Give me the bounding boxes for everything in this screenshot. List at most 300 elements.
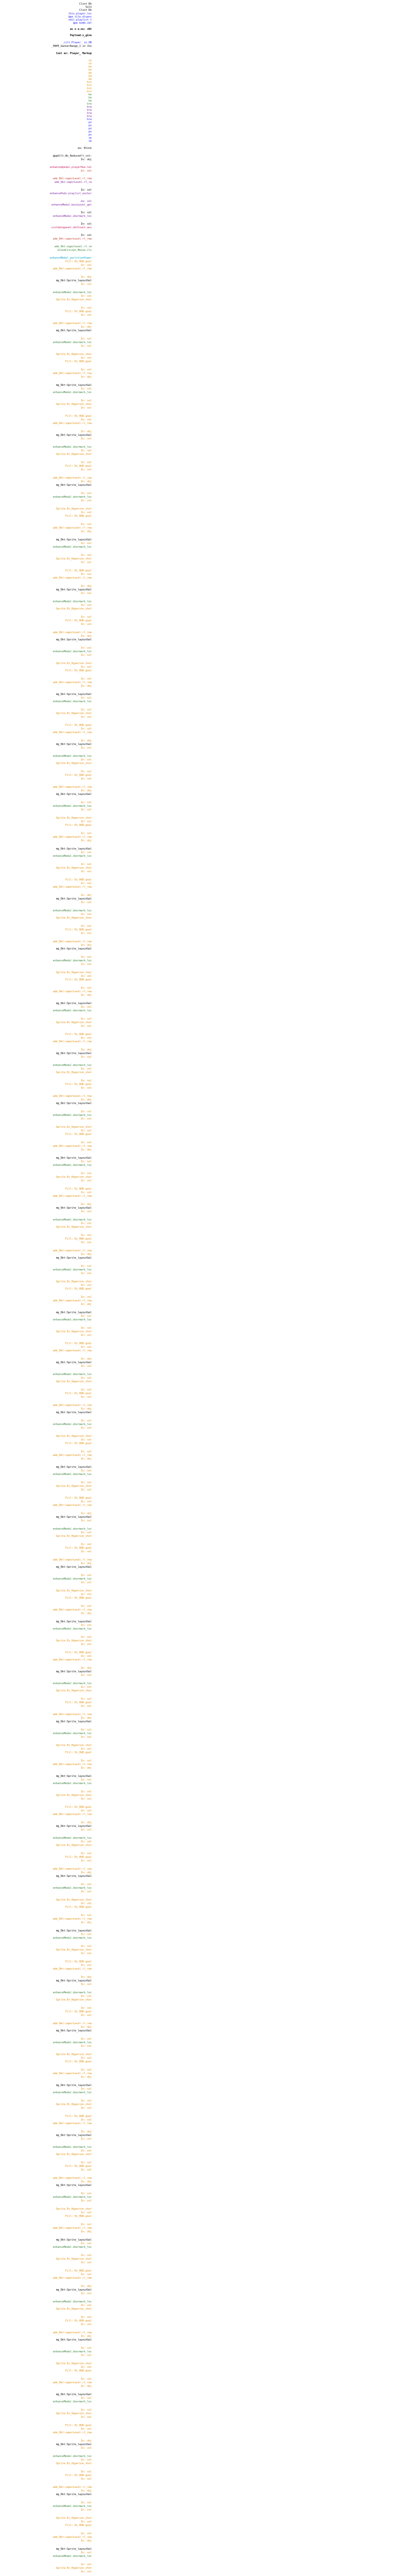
code-block-line: enhanceMedal.bossLevel_gel bbox=[51, 204, 92, 207]
code-tail-line: In: cel bbox=[80, 1346, 92, 1349]
code-tail-line: In: cel bbox=[80, 1234, 92, 1237]
code-tail-line: mg_Dkt:Sprite_layoutGel bbox=[56, 2029, 92, 2032]
code-tail-line: mg_Dkt:Sprite_layoutGel bbox=[56, 1929, 92, 1933]
code-tail-line: mg_Dkt:Sprite_layoutGel bbox=[56, 1311, 92, 1314]
code-tail-line: ade_Dkt:vaporLevel.rl_rew bbox=[53, 631, 92, 634]
code-tail-line: In: cel bbox=[80, 604, 92, 607]
code-tail-line: enhanceMedal.doormark_loc bbox=[53, 446, 92, 449]
section-heading: Payload.s_give bbox=[70, 34, 92, 37]
code-tail-line: In: cel bbox=[80, 1191, 92, 1194]
code-tail-line: enhanceMedal.doormark_loc bbox=[53, 1318, 92, 1321]
code-tail-line: mg_Dkt:Sprite_layoutGel bbox=[56, 279, 92, 282]
code-tail-line: In: cel bbox=[80, 1110, 92, 1113]
code-tail-line: In: obj bbox=[80, 1253, 92, 1256]
code-tail-line: mg_Dkt:Sprite_layoutGel bbox=[56, 2338, 92, 2342]
short-line: be bbox=[88, 96, 92, 99]
code-tail-line: In: cel bbox=[80, 1500, 92, 1503]
code-tail-line: Sprite.Ex_Hyperion_shot bbox=[56, 1998, 92, 2002]
code-tail-line: In: cel bbox=[80, 2057, 92, 2060]
code-tail-line: Sprite.Ex_Hyperion_shot bbox=[56, 971, 92, 974]
code-tail-line: In: cel bbox=[80, 523, 92, 526]
code-tail-line: enhanceMedal.doormark_loc bbox=[53, 1782, 92, 1785]
code-tail-line: Fill: Ex_HUD.goal bbox=[65, 2269, 92, 2273]
code-tail-line: In: cel bbox=[80, 932, 92, 935]
code-tail-line: In: cel bbox=[80, 1365, 92, 1368]
code-tail-line: ade_Dkt:vaporLevel.rl_rew bbox=[53, 1658, 92, 1662]
code-tail-line: In: cel bbox=[80, 1964, 92, 1967]
short-line: sh bbox=[88, 59, 92, 62]
code-tail-line: Fill: Ex_HUD.goal bbox=[65, 1033, 92, 1036]
code-tail-line: Fill: Ex_HUD.goal bbox=[65, 1906, 92, 1909]
code-tail-line: Fill: Ex_HUD.goal bbox=[65, 415, 92, 418]
code-tail-line: Sprite.Ex_Hyperion_shot bbox=[56, 2412, 92, 2415]
code-tail-line: Sprite.Ex_Hyperion_shot bbox=[56, 1589, 92, 1592]
code-tail-line: enhanceMedal.doormark_loc bbox=[53, 1164, 92, 1167]
code-tail-line: In: cel bbox=[80, 1087, 92, 1090]
code-tail-line: Fill: Ex_HUD.goal bbox=[65, 1392, 92, 1395]
code-tail-line: In: obj bbox=[80, 276, 92, 279]
code-tail-line: In: cel bbox=[80, 832, 92, 835]
code-tail-line: ade_Dkt:vaporLevel.rl_rew bbox=[53, 2122, 92, 2125]
code-tail-line: mg_Dkt:Sprite_layoutGel bbox=[56, 2493, 92, 2496]
short-line: bro bbox=[87, 87, 92, 90]
code-tail-line: In: cel bbox=[80, 716, 92, 719]
code-tail-line: ade_Dkt:vaporLevel.rl_rew bbox=[53, 1763, 92, 1766]
code-tail-line: In: cel bbox=[80, 492, 92, 495]
code-tail-line: mg_Dkt:Sprite_layoutGel bbox=[56, 2134, 92, 2137]
code-tail-line: ade_Dkt:vaporLevel.rl_rew bbox=[53, 1868, 92, 1871]
short-line: sp bbox=[88, 140, 92, 143]
code-tail-line: In: cel bbox=[80, 1933, 92, 1936]
header-role: Solo bbox=[85, 6, 92, 9]
code-tail-line: In: cel bbox=[80, 808, 92, 811]
code-tail-line: In: cel bbox=[80, 2520, 92, 2523]
code-tail-line: ade_Dkt:vaporLevel.rl_rew bbox=[53, 1404, 92, 1407]
code-tail-line: In: cel bbox=[80, 1222, 92, 1225]
short-line: ba bbox=[88, 78, 92, 81]
code-tail-line: ade_Dkt:vaporLevel.rl_rew bbox=[53, 1968, 92, 1971]
code-tail-line: mg_Dkt:Sprite_layoutGel bbox=[56, 1102, 92, 1105]
code-tail-line: In: obj bbox=[80, 1562, 92, 1565]
code-block-line: enhanceMedal_partitionPower bbox=[49, 257, 92, 260]
section-heading: Cool ex: Player_ Markup bbox=[56, 52, 92, 55]
code-tail-line: In: cel bbox=[80, 499, 92, 502]
code-tail-line: In: cel bbox=[80, 863, 92, 866]
code-tail-line: Fill: Ex_HUD.goal bbox=[65, 2115, 92, 2118]
code-block-line: kt: cel bbox=[80, 170, 92, 173]
code-tail-line: In: obj bbox=[80, 2539, 92, 2543]
code-block-line: enhanceMedal.doormark_loc bbox=[53, 215, 92, 218]
code-tail-line: enhanceMedal.doormark_loc bbox=[53, 1064, 92, 1067]
code-tail-line: In: obj bbox=[80, 944, 92, 947]
code-tail-line: In: obj bbox=[80, 1303, 92, 1306]
code-tail-line: Sprite.Ex_Hyperion_shot bbox=[56, 1226, 92, 1229]
code-tail-line: mg_Dkt:Sprite_layoutGel bbox=[56, 434, 92, 437]
code-tail-line: Fill: Ex_HUD.goal bbox=[65, 360, 92, 363]
code-tail-line: In: cel bbox=[80, 2038, 92, 2041]
code-tail-line: Fill: Ex_HUD.goal bbox=[65, 1497, 92, 1500]
header-line: Clint Eb bbox=[79, 9, 92, 12]
code-tail-line: enhanceMedal.doormark_loc bbox=[53, 1268, 92, 1272]
code-tail-line: Sprite.Ex_Hyperion_shot bbox=[56, 1280, 92, 1283]
code-tail-line: ade_Dkt:vaporLevel.rl_rew bbox=[53, 267, 92, 270]
code-tail-line: Fill: Ex_HUD.goal bbox=[65, 1751, 92, 1754]
code-tail-line: In: obj bbox=[80, 430, 92, 433]
code-tail-line: In: obj bbox=[80, 1921, 92, 1924]
code-tail-line: Sprite.Ex_Hyperion_shot bbox=[56, 607, 92, 611]
code-tail-line: In: cel bbox=[80, 1241, 92, 1244]
short-line: be bbox=[88, 65, 92, 69]
code-tail-line: In: obj bbox=[80, 326, 92, 329]
section-sub: _PBPE_bannerRange_1 in cho bbox=[51, 45, 92, 48]
code-tail-line: In: obj bbox=[80, 1717, 92, 1720]
code-tail-line: mg_Dkt:Sprite_layoutGel bbox=[56, 1466, 92, 1469]
code-tail-line: ade_Dkt:vaporLevel.rl_rew bbox=[53, 2536, 92, 2539]
code-tail-line: In: cel bbox=[80, 1574, 92, 1577]
code-tail-line: Fill: Ex_HUD.goal bbox=[65, 928, 92, 931]
code-tail-line: In: obj bbox=[80, 1821, 92, 1824]
code-tail-line: In: cel bbox=[80, 2223, 92, 2226]
code-tail-line: Sprite.Ex_Hyperion_shot bbox=[56, 2153, 92, 2156]
code-tail-line: Fill: Ex_HUD.goal bbox=[65, 2474, 92, 2477]
code-tail-line: In: cel bbox=[80, 1859, 92, 1862]
code-tail-line: Fill: Ex_HUD.goal bbox=[65, 1651, 92, 1654]
code-tail-line: In: cel bbox=[80, 1172, 92, 1175]
code-tail-line: In: cel bbox=[80, 1179, 92, 1182]
code-tail-line: In: cel bbox=[80, 264, 92, 267]
code-tail-line: In: cel bbox=[80, 851, 92, 854]
code-tail-line: Fill: Ex_HUD.goal bbox=[65, 310, 92, 313]
code-tail-line: In: cel bbox=[80, 697, 92, 700]
code-tail-line: In: cel bbox=[80, 1396, 92, 1399]
code-tail-line: Sprite.Ex_Hyperion_shot bbox=[56, 1689, 92, 1692]
code-tail-line: ade_Dkt:vaporLevel.rl_rew bbox=[53, 2177, 92, 2180]
code-tail-line: In: cel bbox=[80, 2149, 92, 2153]
code-tail-line: In: cel bbox=[80, 727, 92, 731]
code-tail-line: In: cel bbox=[80, 1469, 92, 1472]
code-tail-line: mg_Dkt:Sprite_layoutGel bbox=[56, 1052, 92, 1055]
code-tail-line: enhanceMedal.doormark_loc bbox=[53, 2350, 92, 2353]
code-tail-line: In: cel bbox=[80, 758, 92, 761]
code-tail-line: enhanceMedal.doormark_loc bbox=[53, 496, 92, 499]
code-tail-line: In: cel bbox=[80, 882, 92, 885]
code-tail-line: mg_Dkt:Sprite_layoutGel bbox=[56, 2443, 92, 2446]
code-tail-line: In: cel bbox=[80, 449, 92, 452]
code-tail-line: enhanceMedal.doormark_loc bbox=[53, 959, 92, 962]
code-tail-line: In: cel bbox=[80, 2099, 92, 2103]
code-tail-line: In: cel bbox=[80, 2045, 92, 2048]
code-tail-line: In: cel bbox=[80, 1624, 92, 1627]
code-tail-line: Fill: Ex_HUD.goal bbox=[65, 2319, 92, 2323]
code-tail-line: In: cel bbox=[80, 2354, 92, 2357]
code-tail-line: enhanceMedal.doormark_loc bbox=[53, 755, 92, 758]
code-tail-line: In: cel bbox=[80, 1686, 92, 1689]
code-tail-line: In: cel bbox=[80, 2478, 92, 2481]
code-tail-line: enhanceMedal.doormark_loc bbox=[53, 2455, 92, 2458]
code-tail-line: In: obj bbox=[80, 1098, 92, 1101]
code-tail-line: Sprite.Ex_Hyperion_shot bbox=[56, 1899, 92, 1902]
code-tail-line: Sprite.Ex_Hyperion_shot bbox=[56, 2053, 92, 2056]
short-line: be bbox=[88, 69, 92, 72]
code-tail-line: In: obj bbox=[80, 739, 92, 742]
code-tail-line: enhanceMedal.doormark_loc bbox=[53, 2091, 92, 2094]
code-tail-line: mg_Dkt:Sprite_layoutGel bbox=[56, 1361, 92, 1364]
code-tail-line: In: cel bbox=[80, 1488, 92, 1492]
code-tail-line: In: obj bbox=[80, 480, 92, 483]
code-tail-line: enhanceMedal.doormark_loc bbox=[53, 2400, 92, 2403]
code-tail-line: In: cel bbox=[80, 1550, 92, 1553]
code-tail-line: enhanceMedal.doormark_loc bbox=[53, 1837, 92, 1840]
short-line: pn bbox=[88, 127, 92, 130]
code-tail-line: ade_Dkt:vaporLevel.rl_rew bbox=[53, 681, 92, 684]
code-tail-line: In: cel bbox=[80, 1636, 92, 1639]
code-tail-line: In: cel bbox=[80, 1828, 92, 1832]
code-tail-line: In: cel bbox=[80, 913, 92, 916]
code-tail-line: In: cel bbox=[80, 2347, 92, 2350]
code-tail-line: ade_Dkt:vaporLevel.rl_rew bbox=[53, 2072, 92, 2075]
code-tail-line: In: cel bbox=[80, 418, 92, 421]
code-tail-line: In: obj bbox=[80, 2230, 92, 2233]
header-name: Clint Eb bbox=[79, 3, 92, 6]
code-tail-line: Fill: Ex_HUD.goal bbox=[65, 1960, 92, 1963]
header-link: @pe bomb.set bbox=[73, 22, 92, 25]
code-tail-line: Sprite.Ex_Hyperion_shot bbox=[56, 298, 92, 301]
code-tail-line: In: cel bbox=[80, 2069, 92, 2072]
code-block-line: ade_Dkt:vaporLevel.rl_rw bbox=[54, 181, 92, 184]
code-tail-line: In: cel bbox=[80, 368, 92, 371]
code-tail-line: In: cel bbox=[80, 708, 92, 711]
code-tail-line: enhanceMedal.doormark_loc bbox=[53, 805, 92, 808]
code-tail-line: Fill: Ex_HUD.goal bbox=[65, 669, 92, 672]
code-tail-line: In: cel bbox=[80, 511, 92, 514]
code-tail-line: In: cel bbox=[80, 1419, 92, 1422]
code-tail-line: In: cel bbox=[80, 654, 92, 657]
code-tail-line: Sprite.Ex_Hyperion_shot bbox=[56, 1485, 92, 1488]
code-tail-line: Sprite.Ex_Hyperion_shot bbox=[56, 2362, 92, 2365]
code-tail-line: ade_Dkt:vaporLevel.rl_rew bbox=[53, 990, 92, 993]
code-tail-line: ade_Dkt:vaporLevel.rl_rew bbox=[53, 1713, 92, 1716]
code-tail-line: In: cel bbox=[80, 1883, 92, 1886]
code-tail-line: In: cel bbox=[80, 1067, 92, 1071]
code-tail-line: Fill: Ex_HUD.goal bbox=[65, 1188, 92, 1191]
code-tail-line: In: obj bbox=[80, 839, 92, 842]
code-tail-line: In: cel bbox=[80, 623, 92, 626]
code-tail-line: In: obj bbox=[80, 2130, 92, 2133]
code-tail-line: ade_Dkt:vaporLevel.rl_rew bbox=[53, 1299, 92, 1302]
code-tail-line: In: cel bbox=[80, 801, 92, 804]
code-tail-line: Sprite.Ex_Hyperion_shot bbox=[56, 557, 92, 561]
code-block-line: ea: cel bbox=[80, 200, 92, 203]
code-tail-line: In: cel bbox=[80, 1438, 92, 1442]
code-tail-line: enhanceMedal.doormark_loc bbox=[53, 2505, 92, 2508]
code-tail-line: ade_Dkt:vaporLevel.rl_rew bbox=[53, 2431, 92, 2434]
code-tail-line: mg_Dkt:Sprite_layoutGel bbox=[56, 1720, 92, 1723]
code-tail-line: enhanceMedal.doormark_loc bbox=[53, 600, 92, 603]
code-tail-line: In: obj bbox=[80, 1976, 92, 1979]
code-tail-line: In: obj bbox=[80, 1048, 92, 1052]
code-tail-line: In: cel bbox=[80, 2292, 92, 2295]
code-tail-line: In: cel bbox=[80, 2161, 92, 2164]
code-tail-line: In: cel bbox=[80, 2532, 92, 2535]
code-tail-line: enhanceMedal.doormark_loc bbox=[53, 2146, 92, 2149]
code-tail-line: enhanceMedal.doormark_loc bbox=[53, 1682, 92, 1685]
code-tail-line: In: cel bbox=[80, 870, 92, 873]
code-tail-line: In: cel bbox=[80, 2211, 92, 2214]
code-tail-line: enhanceMedal.doormark_loc bbox=[53, 1218, 92, 1222]
code-tail-line: Sprite.Ex_Hyperion_shot bbox=[56, 1330, 92, 1333]
short-line: brw bbox=[87, 118, 92, 121]
code-tail-line: Fill: Ex_HUD.goal bbox=[65, 2165, 92, 2168]
code-block-line: ade_Dkt:vaporLevel.rl_rew bbox=[53, 177, 92, 180]
short-line: bro bbox=[87, 81, 92, 84]
header-link: @pe tile.dispos bbox=[68, 15, 92, 19]
code-tail-line: In: cel bbox=[80, 2138, 92, 2141]
code-tail-line: enhanceMedal.doormark_loc bbox=[53, 1114, 92, 1117]
code-tail-line: ade_Dkt:vaporLevel.rl_rew bbox=[53, 2277, 92, 2280]
code-tail-line: In: cel bbox=[80, 1037, 92, 1040]
short-line: sh bbox=[88, 62, 92, 65]
code-tail-line: In: cel bbox=[80, 2192, 92, 2195]
code-tail-line: In: cel bbox=[80, 2316, 92, 2319]
code-tail-line: In: obj bbox=[80, 2489, 92, 2493]
code-tail-line: Fill: Ex_HUD.goal bbox=[65, 1806, 92, 1809]
code-tail-line: In: obj bbox=[80, 2335, 92, 2338]
code-tail-line: In: cel bbox=[80, 337, 92, 341]
code-tail-line: In: cel bbox=[80, 2570, 92, 2573]
code-tail-line: In: cel bbox=[80, 1210, 92, 1213]
code-tail-line: In: cel bbox=[80, 1272, 92, 1275]
code-tail-line: In: cel bbox=[80, 1006, 92, 1009]
code-tail-line: Fill: Ex_HUD.goal bbox=[65, 1287, 92, 1291]
code-tail-line: In: cel bbox=[80, 987, 92, 990]
short-line: pn bbox=[88, 130, 92, 133]
short-line: brw bbox=[87, 106, 92, 109]
code-tail-line: Fill: Ex_HUD.goal bbox=[65, 2424, 92, 2427]
code-block-line: In: cel bbox=[80, 189, 92, 192]
code-tail-line: enhanceMedal.doormark_loc bbox=[53, 700, 92, 703]
code-tail-line: ade_Dkt:vaporLevel.rl_rew bbox=[53, 731, 92, 734]
code-tail-line: In: obj bbox=[80, 376, 92, 379]
code-tail-line: Sprite.Ex_Hyperion_shot bbox=[56, 2308, 92, 2311]
code-tail-line: Sprite.Ex_Hyperion_shot bbox=[56, 2462, 92, 2465]
code-tail-line: Fill: Ex_HUD.goal bbox=[65, 774, 92, 777]
code-tail-line: In: cel bbox=[80, 1481, 92, 1484]
code-tail-line: ade_Dkt:vaporLevel.rl_rew bbox=[53, 2022, 92, 2025]
code-tail-line: ade_Dkt:vaporLevel.rl_rew bbox=[53, 2331, 92, 2334]
code-tail-line: In: cel bbox=[80, 1890, 92, 1893]
short-line: brw bbox=[87, 109, 92, 112]
code-tail-line: Sprite.Ex_Hyperion_shot bbox=[56, 662, 92, 665]
code-tail-line: In: cel bbox=[80, 2459, 92, 2462]
code-tail-line: Sprite.Ex_Hyperion_shot bbox=[56, 1126, 92, 1129]
code-tail-line: In: cel bbox=[80, 2416, 92, 2419]
code-block-line: ade_Dkt:vaporLevel.rl_rw bbox=[54, 245, 92, 248]
code-tail-line: Fill: Ex_HUD.goal bbox=[65, 1342, 92, 1345]
code-tail-line: In: obj bbox=[80, 2385, 92, 2388]
code-tail-line: enhanceMedal.doormark_loc bbox=[53, 1473, 92, 1476]
code-tail-line: In: cel bbox=[80, 1129, 92, 1132]
code-tail-line: In: obj bbox=[80, 635, 92, 638]
code-tail-line: In: cel bbox=[80, 1265, 92, 1268]
code-tail-line: In: cel bbox=[80, 406, 92, 410]
code-tail-line: ade_Dkt:vaporLevel.rl_rew bbox=[53, 1195, 92, 1198]
code-tail-line: In: cel bbox=[80, 2323, 92, 2326]
code-tail-line: In: cel bbox=[80, 770, 92, 773]
code-tail-line: In: cel bbox=[80, 2304, 92, 2307]
code-tail-line: In: cel bbox=[80, 1593, 92, 1596]
code-tail-line: mg_Dkt:Sprite_layoutGel bbox=[56, 1566, 92, 1569]
code-tail-line: In: cel bbox=[80, 1748, 92, 1751]
code-tail-line: mg_Dkt:Sprite_layoutGel bbox=[56, 2184, 92, 2187]
code-tail-line: In: cel bbox=[80, 1284, 92, 1287]
code-tail-line: In: obj bbox=[80, 2026, 92, 2029]
code-tail-line: Sprite.Ex_Hyperion_shot bbox=[56, 1948, 92, 1952]
code-tail-line: Sprite.Ex_Hyperion_shot bbox=[56, 917, 92, 920]
code-tail-line: In: cel bbox=[80, 1450, 92, 1453]
short-line: pn bbox=[88, 124, 92, 127]
code-tail-line: mg_Dkt:Sprite_layoutGel bbox=[56, 793, 92, 796]
code-tail-line: In: cel bbox=[80, 387, 92, 391]
code-tail-line: In: cel bbox=[80, 2254, 92, 2257]
code-tail-line: Fill: Ex_HUD.goal bbox=[65, 1701, 92, 1704]
code-tail-line: mg_Dkt:Sprite_layoutGel bbox=[56, 588, 92, 591]
code-tail-line: Sprite.Ex_Hyperion_shot bbox=[56, 762, 92, 765]
code-tail-line: In: cel bbox=[80, 437, 92, 440]
code-tail-line: Fill: Ex_HUD.goal bbox=[65, 619, 92, 622]
code-tail-line: In: cel bbox=[80, 1377, 92, 1380]
short-line: ba bbox=[88, 75, 92, 78]
code-tail-line: In: cel bbox=[80, 2378, 92, 2381]
code-tail-line: mg_Dkt:Sprite_layoutGel bbox=[56, 638, 92, 641]
code-tail-line: In: cel bbox=[80, 1759, 92, 1762]
code-tail-line: In: cel bbox=[80, 561, 92, 564]
code-tail-line: Sprite.Ex_Hyperion_shot bbox=[56, 507, 92, 511]
code-tail-line: In: cel bbox=[80, 1840, 92, 1843]
code-tail-line: In: cel bbox=[80, 357, 92, 360]
code-tail-line: mg_Dkt:Sprite_layoutGel bbox=[56, 2289, 92, 2292]
short-line: be bbox=[88, 72, 92, 75]
code-tail-line: In: obj bbox=[80, 1512, 92, 1515]
code-tail-line: In: obj bbox=[80, 1767, 92, 1770]
code-tail-line: In: cel bbox=[80, 2470, 92, 2473]
code-tail-line: enhanceMedal.doormark_loc bbox=[53, 1732, 92, 1735]
code-tail-line: Sprite.Ex_Hyperion_shot bbox=[56, 2103, 92, 2106]
code-tail-line: In: cel bbox=[80, 542, 92, 545]
code-tail-line: Fill: Ex_HUD.goal bbox=[65, 2010, 92, 2013]
code-tail-line: In: cel bbox=[80, 666, 92, 669]
code-tail-line: In: cel bbox=[80, 573, 92, 576]
code-tail-line: mg_Dkt:Sprite_layoutGel bbox=[56, 538, 92, 541]
code-tail-line: In: obj bbox=[80, 789, 92, 792]
code-tail-line: In: cel bbox=[80, 1296, 92, 1299]
code-tail-line: In: obj bbox=[80, 1458, 92, 1461]
code-tail-line: Fill: Ex_HUD.goal bbox=[65, 2524, 92, 2527]
code-tail-line: Fill: Ex_HUD.goal bbox=[65, 1856, 92, 1859]
code-tail-line: mg_Dkt:Sprite_layoutGel bbox=[56, 2239, 92, 2242]
code-tail-line: ade_Dkt:vaporLevel.rl_rew bbox=[53, 786, 92, 789]
code-tail-line: In: obj bbox=[80, 2076, 92, 2079]
code-tail-line: In: cel bbox=[80, 1655, 92, 1658]
header-link: ndil.playlist_t bbox=[68, 19, 92, 22]
code-tail-line: In: cel bbox=[80, 616, 92, 619]
code-tail-line: ade_Dkt:vaporLevel.rl_rew bbox=[53, 2227, 92, 2230]
section-sub: _cilt.Player_ in_OB bbox=[62, 41, 92, 44]
code-tail-line: enhanceMedal.doormark_loc bbox=[53, 546, 92, 549]
code-tail-line: Fill: Ex_HUD.goal bbox=[65, 878, 92, 882]
code-tail-line: In: cel bbox=[80, 1698, 92, 1701]
code-tail-line: In: cel bbox=[80, 1018, 92, 1021]
code-tail-line: In: cel bbox=[80, 1327, 92, 1330]
